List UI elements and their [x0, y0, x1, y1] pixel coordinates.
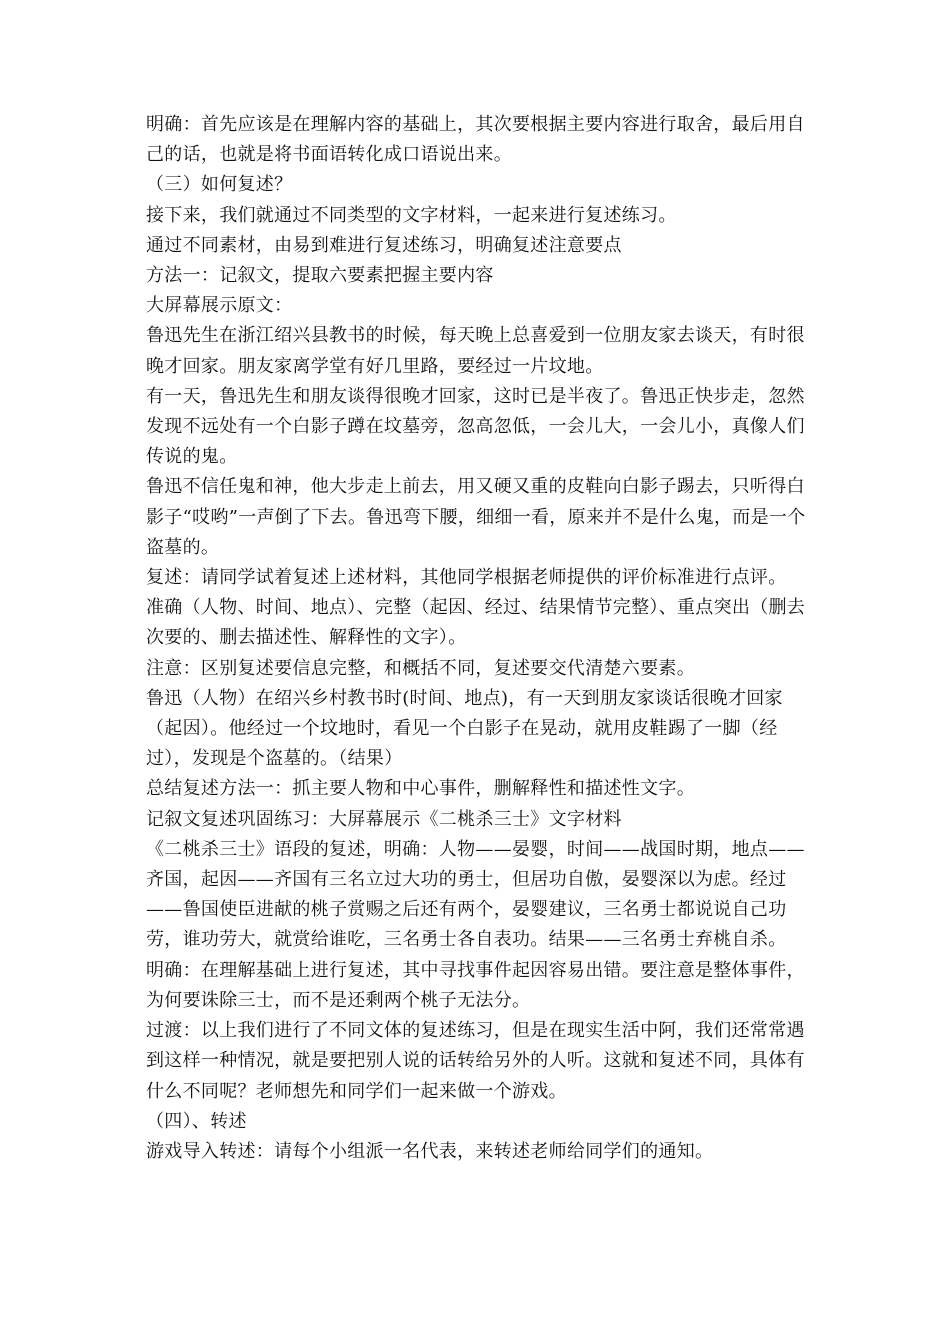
section-heading-how-to-retell: （三）如何复述？	[146, 174, 293, 196]
paragraph-sample-retell: 鲁迅（人物）在绍兴乡村教书时(时间、地点)，有一天到朋友家谈话很晚才回家（起因）。他经过一个坟地时，看见一个白影子在晃动，就用皮鞋踢了一脚（经过），发现是个盗墓的。（结果）	[146, 687, 783, 770]
document-body	[146, 110, 816, 1167]
paragraph-story-part-3: 鲁迅不信任鬼和神，他大步走上前去，用又硬又重的皮鞋向白影子踢去，只听得白影子“哎哟”一声倒了下去。鲁迅弯下腰，细细一看，原来并不是什么鬼，而是一个盗墓的。	[146, 476, 806, 558]
paragraph-consolidation: 记叙文复述巩固练习：大屏幕展示《二桃杀三士》文字材料	[146, 808, 622, 830]
paragraph-retell-task: 复述：请同学试着复述上述材料，其他同学根据老师提供的评价标准进行点评。	[146, 567, 787, 589]
paragraph-note: 注意：区别复述要信息完整，和概括不同，复述要交代清楚六要素。	[146, 657, 695, 679]
paragraph-criteria: 准确（人物、时间、地点）、完整（起因、经过、结果情节完整）、重点突出（删去次要的、删去描述性、解释性的文字）。	[146, 597, 806, 649]
paragraph-intro-practice: 接下来，我们就通过不同类型的文字材料，一起来进行复述练习。	[146, 204, 677, 226]
paragraph-two-peaches: 《二桃杀三士》语段的复述，明确：人物——晏婴，时间——战国时期，地点——齐国，起因——齐国有三名立过大功的勇士，但居功自傲，晏婴深以为虑。经过——鲁国使臣进献的桃子赏赐之后还有两个，晏婴建议，三名勇士都说说自己功劳，谁功劳大，就赏给谁吃，三名勇士各自表功。结果——三名勇士弃桃自杀。	[146, 838, 805, 951]
paragraph-show-original: 大屏幕展示原文：	[146, 295, 293, 317]
paragraph-story-part-1: 鲁迅先生在浙江绍兴县教书的时候，每天晚上总喜爱到一位朋友家去谈天，有时很晚才回家。朋友家离学堂有好几里路，要经过一片坟地。	[146, 325, 805, 377]
paragraph-clarify-understanding: 明确：在理解基础上进行复述，其中寻找事件起因容易出错。要注意是整体事件，为何要诛除三士，而不是还剩两个桃子无法分。	[146, 959, 805, 1011]
paragraph-clarify-method: 明确：首先应该是在理解内容的基础上，其次要根据主要内容进行取舍，最后用自己的话，也就是将书面语转化成口语说出来。	[146, 114, 805, 166]
paragraph-materials: 通过不同素材，由易到难进行复述练习，明确复述注意要点	[146, 234, 622, 256]
paragraph-method-one: 方法一：记叙文，提取六要素把握主要内容	[146, 265, 494, 287]
paragraph-game-intro: 游戏导入转述：请每个小组派一名代表，来转述老师给同学们的通知。	[146, 1140, 714, 1162]
paragraph-summary-method-one: 总结复述方法一：抓主要人物和中心事件，删解释性和描述性文字。	[146, 778, 695, 800]
paragraph-story-part-2: 有一天，鲁迅先生和朋友谈得很晚才回家，这时已是半夜了。鲁迅正快步走，忽然发现不远处有一个白影子蹲在坟墓旁，忽高忽低，一会儿大，一会儿小，真像人们传说的鬼。	[146, 385, 805, 468]
section-heading-relay: （四）、转述	[146, 1110, 247, 1132]
paragraph-transition: 过渡：以上我们进行了不同文体的复述练习，但是在现实生活中阿，我们还常常遇到这样一种情况，就是要把别人说的话转给另外的人听。这就和复述不同，具体有什么不同呢？老师想先和同学们一起来做一个游戏。	[146, 1020, 805, 1102]
